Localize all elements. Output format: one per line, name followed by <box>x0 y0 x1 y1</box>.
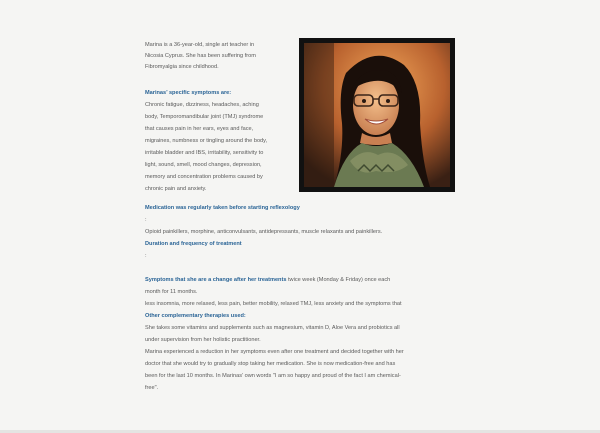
outcome-line: been for the last 10 months. In Marinas’ own words "I am so happy and proud of the fact I am chemical- <box>145 373 401 379</box>
duration-line <box>145 275 390 285</box>
complementary-line: She takes some vitamins and supplements such as magnesium, vitamin D, Aloe Vera and probiotics all <box>145 325 400 331</box>
symptoms-line: body, Temporomandibular joint (TMJ) syndrome <box>145 114 264 120</box>
complementary-line: under supervision from her holistic practitioner. <box>145 337 261 343</box>
symptoms-line: that causes pain in her ears, eyes and face, <box>145 126 254 132</box>
change-line: less insomnia, more relaxed, less pain, better mobility, relaxed TMJ, less anxiety and the symptoms that <box>145 301 402 307</box>
symptoms-line: chronic pain and anxiety. <box>145 186 207 192</box>
intro-line: Nicosia Cyprus. She has been suffering from <box>145 53 256 59</box>
intro-line: Marina is a 36-year-old, single art teacher in <box>145 42 255 48</box>
symptoms-line: irritable bladder and IBS, irritability, sensitivity to <box>145 150 264 156</box>
intro-line: Fibromyalgia since childhood. <box>145 64 219 70</box>
symptoms-line: memory and concentration problems caused by <box>145 174 263 180</box>
medication-line: Opioid painkillers, morphine, anticonvulsants, antidepressants, muscle relaxants and painkillers. <box>145 229 383 235</box>
duration-tail: twice week (Monday & Friday) once each <box>286 277 391 283</box>
portrait-photo <box>299 38 455 192</box>
duration-line: month for 11 months. <box>145 289 198 295</box>
outcome-line: Marina experienced a reduction in her symptoms even after one treatment and decided together with her <box>145 349 404 355</box>
medication-colon: : <box>145 217 147 223</box>
symptoms-line: light, sound, smell, mood changes, depression, <box>145 162 262 168</box>
symptoms-heading: Marinas’ specific symptoms are: <box>145 90 232 96</box>
outcome-line: doctor that she would try to gradually stop taking her medication. She is now medication-free and has <box>145 361 396 367</box>
medication-heading: Medication was regularly taken before starting reflexology <box>145 205 300 211</box>
symptoms-line: migraines, numbness or tingling around the body, <box>145 138 268 144</box>
complementary-heading: Other complementary therapies used: <box>145 313 246 319</box>
change-heading: Symptoms that she are a change after her treatments <box>145 277 287 283</box>
outcome-line: free". <box>145 385 159 391</box>
duration-colon: : <box>145 253 147 259</box>
duration-heading: Duration and frequency of treatment <box>145 241 242 247</box>
symptoms-line: Chronic fatigue, dizziness, headaches, aching <box>145 102 259 108</box>
portrait-image <box>304 43 450 187</box>
